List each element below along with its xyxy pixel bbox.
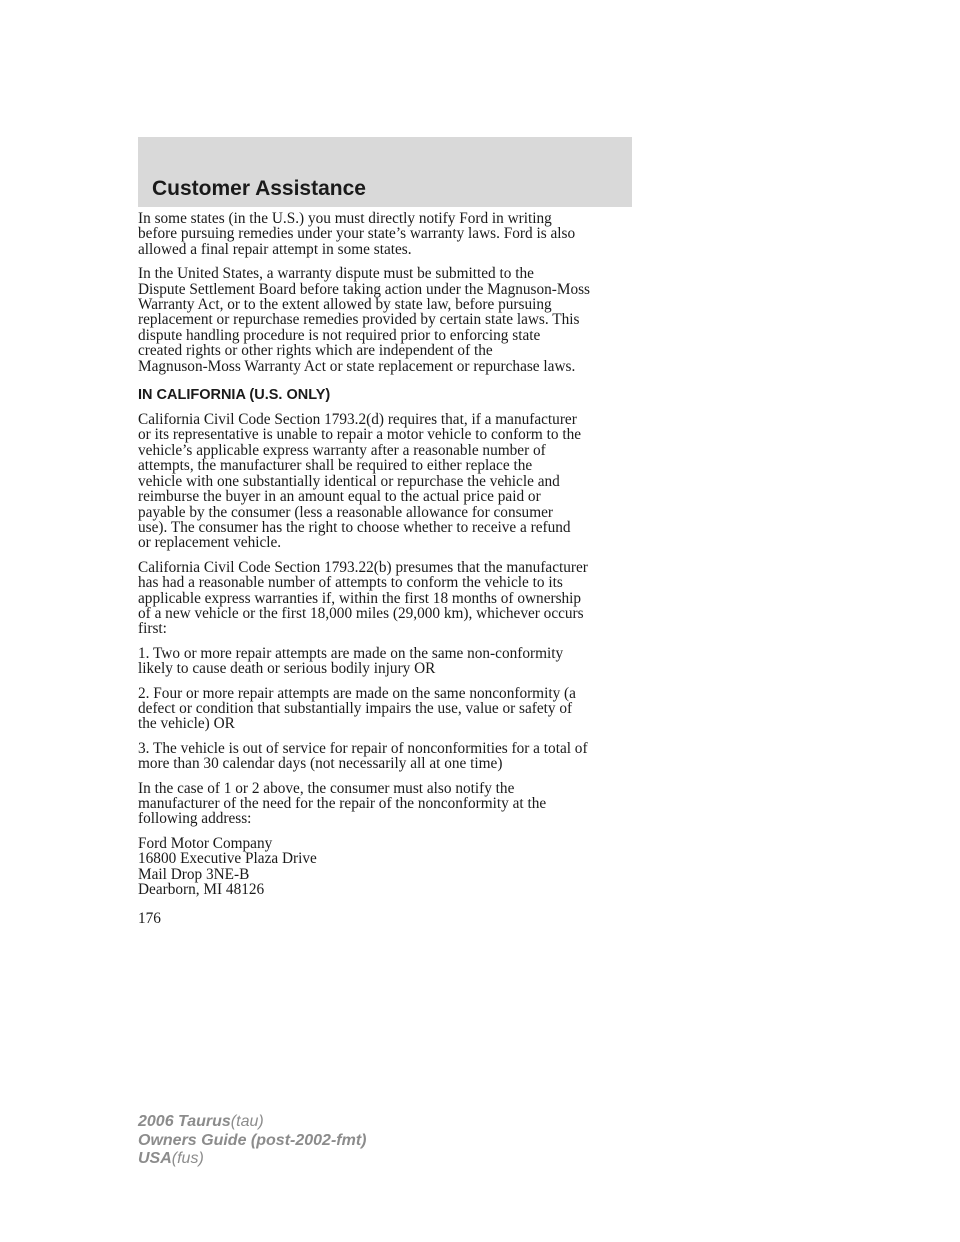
text-line: In some states (in the U.S.) you must directly notify Ford in writing — [138, 210, 552, 227]
document-footer — [138, 1113, 366, 1169]
list-item-2 — [138, 686, 638, 732]
address-line: Mail Drop 3NE-B — [138, 865, 250, 883]
text-line: dispute handling procedure is not required prior to enforcing state — [138, 326, 541, 344]
paragraph-civil-code-1793-22 — [138, 560, 638, 637]
text-line: 2. Four or more repair attempts are made on the same nonconformity (a — [138, 684, 576, 702]
text-line: before pursuing remedies under your state’s warranty laws. Ford is also — [138, 225, 576, 243]
footer-guide-line: Owners Guide (post-2002-fmt) — [138, 1131, 367, 1149]
paragraph-notify-ford — [138, 211, 638, 257]
mailing-address — [138, 836, 638, 898]
paragraph-notify-manufacturer — [138, 781, 638, 827]
footer-model-line — [138, 1113, 366, 1132]
text-line: the vehicle) OR — [138, 715, 235, 733]
page-body — [138, 211, 638, 927]
text-line: or its representative is unable to repair a motor vehicle to conform to the — [138, 426, 582, 444]
footer-market-code: (fus) — [171, 1150, 204, 1167]
text-line: California Civil Code Section 1793.2(d) requires that, if a manufacturer — [138, 411, 577, 429]
text-line: replacement or repurchase remedies provided by certain state laws. This — [138, 311, 580, 329]
text-line: attempts, the manufacturer shall be required to either replace the — [138, 457, 533, 475]
text-line: has had a reasonable number of attempts to conform the vehicle to its — [138, 574, 563, 592]
text-line: manufacturer of the need for the repair of the nonconformity at the — [138, 795, 547, 812]
text-line: vehicle’s applicable express warranty after a reasonable number of — [138, 441, 546, 459]
text-line: applicable express warranties if, within the first 18 months of ownership — [138, 589, 582, 607]
address-line: 16800 Executive Plaza Drive — [138, 850, 317, 868]
text-line: Warranty Act, or to the extent allowed by state law, before pursuing — [138, 296, 552, 314]
california-heading: IN CALIFORNIA (U.S. ONLY) — [138, 387, 331, 404]
address-line: Dearborn, MI 48126 — [138, 881, 265, 899]
section-title: Customer Assistance — [152, 177, 366, 200]
text-line: likely to cause death or serious bodily injury OR — [138, 660, 436, 678]
text-line: payable by the consumer (less a reasonable allowance for consumer — [138, 503, 553, 521]
text-line: Dispute Settlement Board before taking action under the Magnuson-Moss — [138, 280, 591, 298]
list-item-3 — [138, 741, 638, 772]
footer-model: 2006 Taurus — [138, 1113, 231, 1130]
text-line: 3. The vehicle is out of service for repair of nonconformities for a total of — [138, 739, 588, 757]
text-line: allowed a final repair attempt in some states. — [138, 240, 412, 258]
text-line: first: — [138, 620, 167, 638]
address-line: Ford Motor Company — [138, 834, 273, 852]
text-line: California Civil Code Section 1793.22(b) presumes that the manufacturer — [138, 558, 588, 576]
text-line: of a new vehicle or the first 18,000 miles (29,000 km), whichever occurs — [138, 604, 584, 622]
paragraph-civil-code-1793-2 — [138, 412, 638, 551]
text-line: reimburse the buyer in an amount equal to the actual price paid or — [138, 488, 541, 506]
text-line: created rights or other rights which are independent of the — [138, 342, 493, 360]
text-line: more than 30 calendar days (not necessarily all at one time) — [138, 755, 503, 773]
list-item-1 — [138, 646, 638, 677]
paragraph-dispute-board — [138, 266, 638, 374]
footer-model-code: (tau) — [230, 1113, 264, 1130]
text-line: following address: — [138, 810, 252, 828]
footer-market-line — [138, 1150, 366, 1169]
text-line: Magnuson-Moss Warranty Act or state replacement or repurchase laws. — [138, 357, 576, 375]
text-line: 1. Two or more repair attempts are made on the same non-conformity — [138, 644, 564, 662]
footer-market: USA — [138, 1150, 172, 1167]
text-line: defect or condition that substantially impairs the use, value or safety of — [138, 699, 573, 717]
text-line: use). The consumer has the right to choose whether to receive a refund — [138, 518, 571, 536]
text-line: In the case of 1 or 2 above, the consumer must also notify the — [138, 779, 515, 797]
text-line: or replacement vehicle. — [138, 534, 282, 552]
page-number: 176 — [138, 910, 161, 928]
text-line: vehicle with one substantially identical or repurchase the vehicle and — [138, 472, 560, 490]
text-line: In the United States, a warranty dispute must be submitted to the — [138, 265, 534, 283]
section-header-band — [138, 137, 632, 207]
